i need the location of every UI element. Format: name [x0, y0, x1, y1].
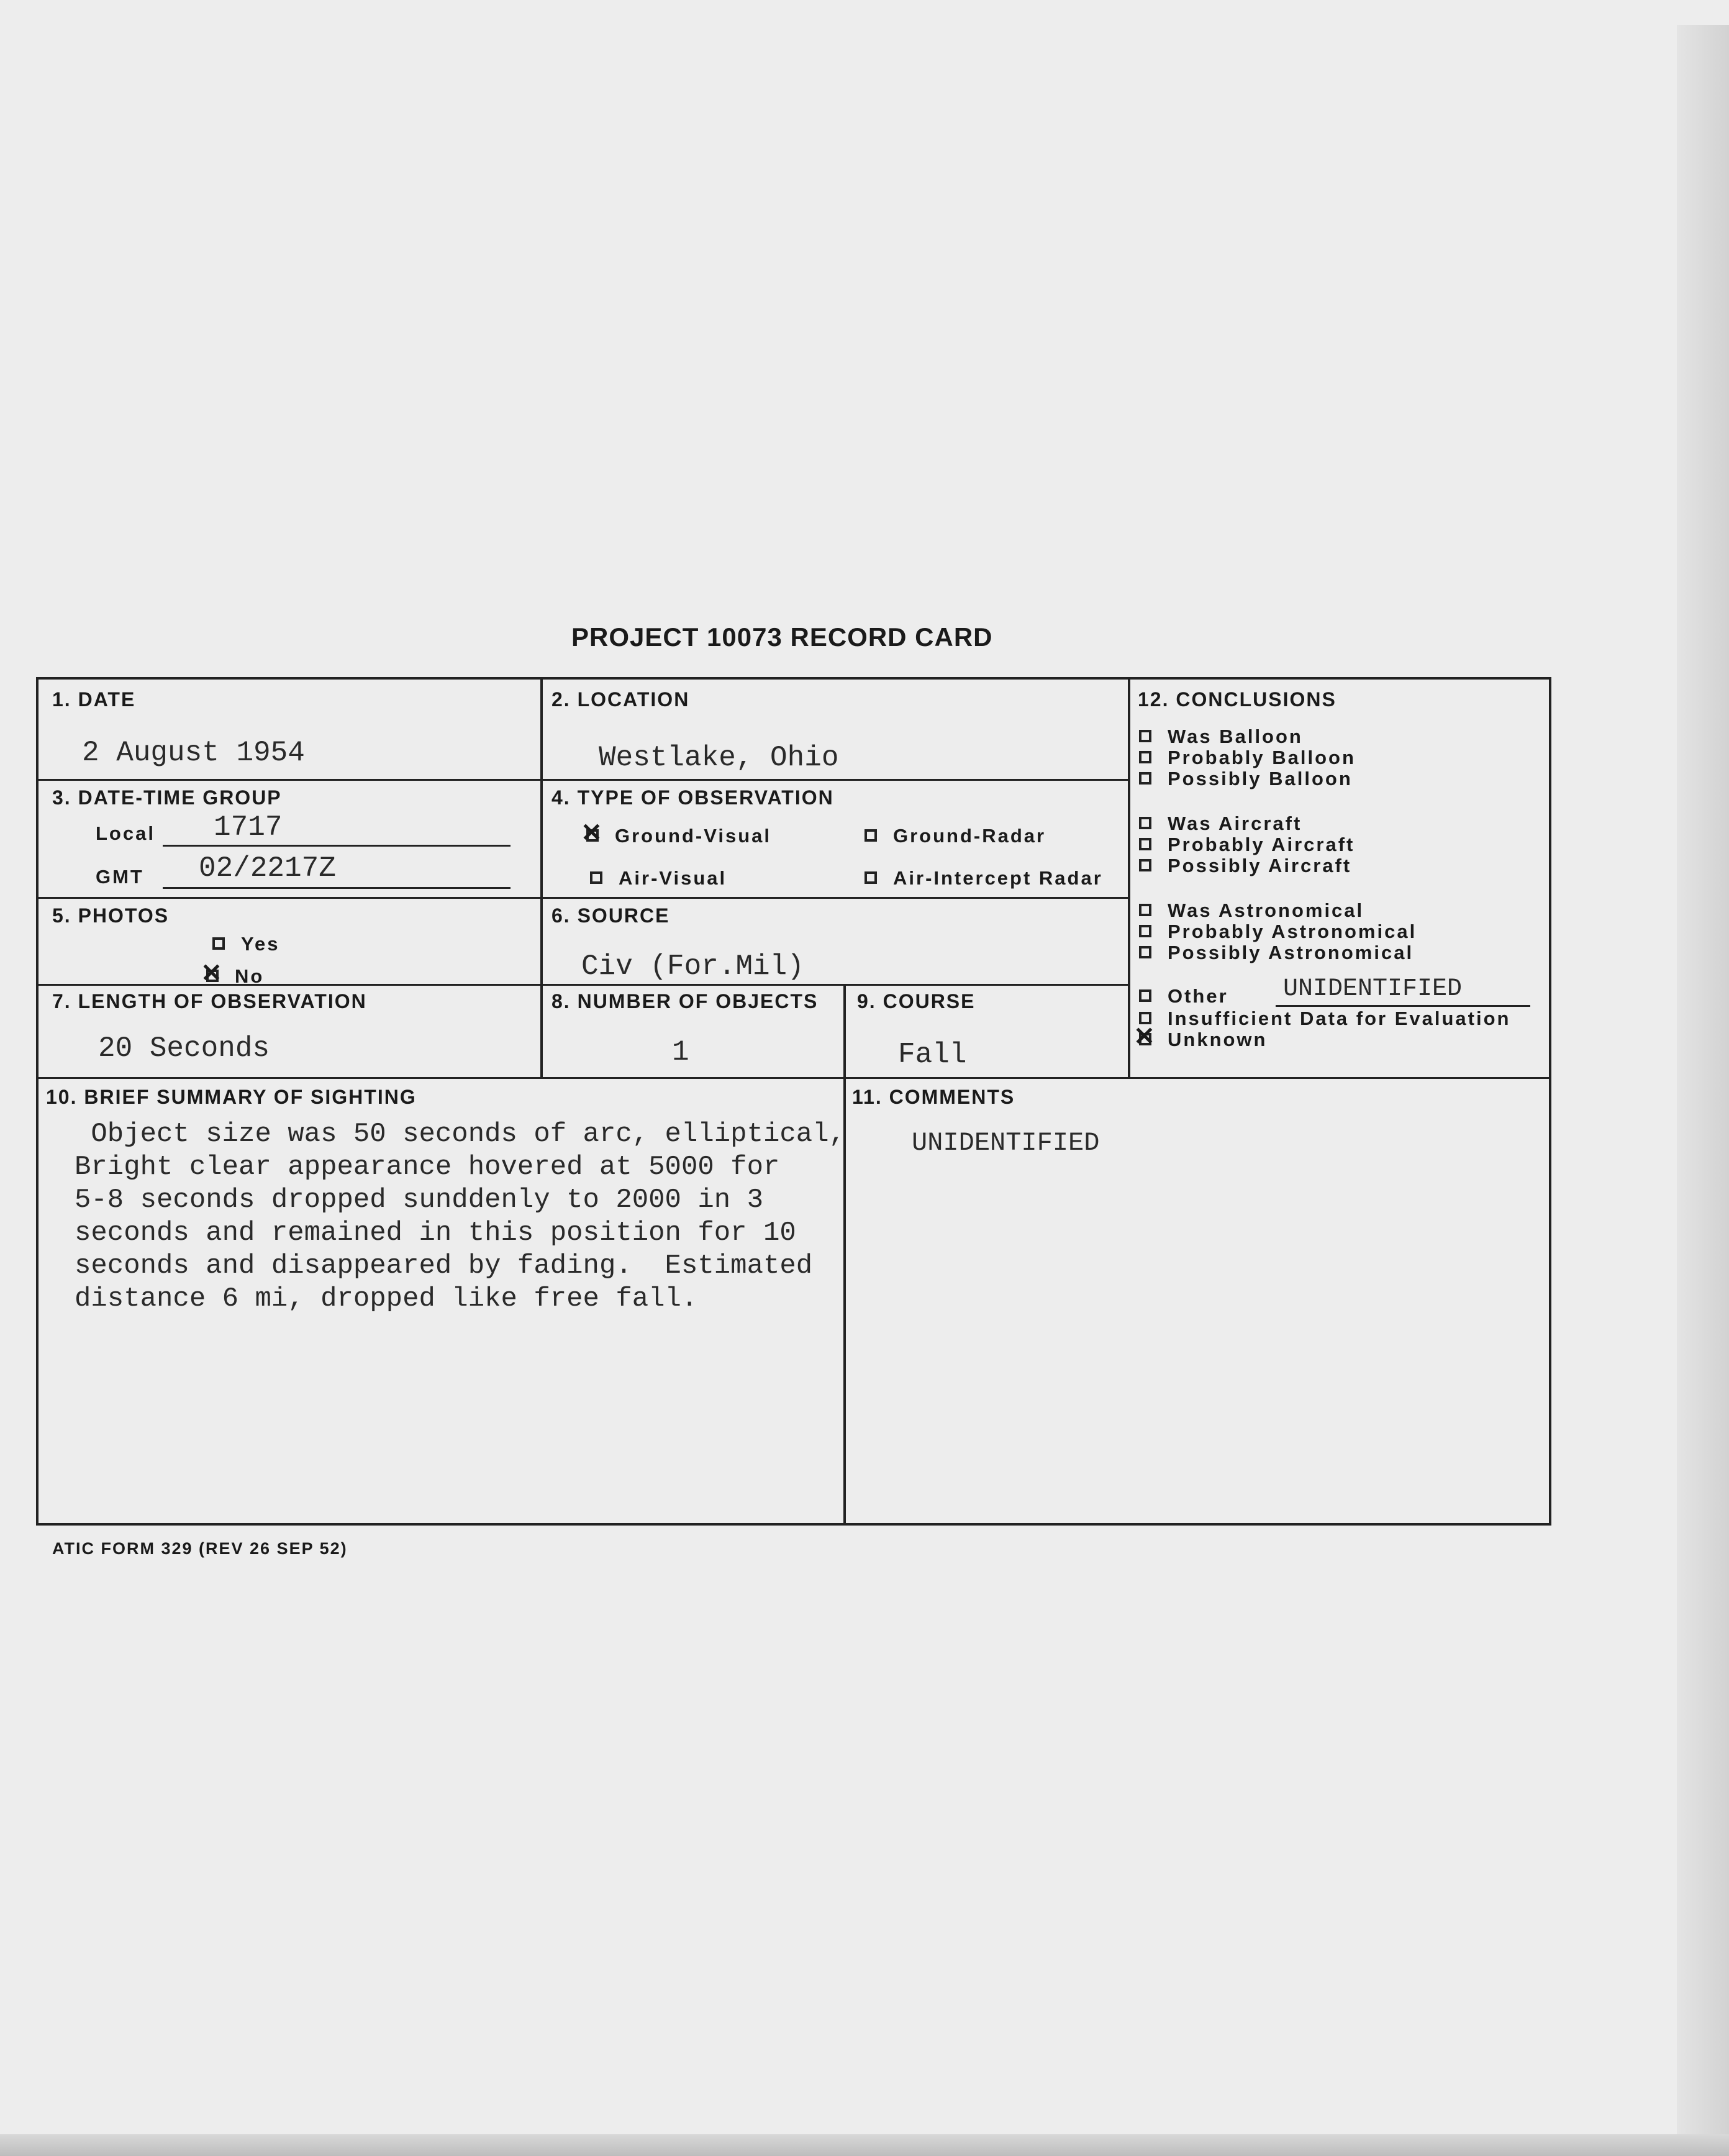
checkbox-icon: [590, 871, 602, 884]
summary-label: 10. BRIEF SUMMARY OF SIGHTING: [46, 1086, 417, 1108]
divider-v1: [540, 680, 543, 1077]
conclusion-possibly-balloon: Possibly Balloon: [1139, 768, 1353, 790]
checkbox-icon: [1139, 859, 1151, 871]
source-label: 6. SOURCE: [551, 904, 670, 927]
conclusions-label: 12. CONCLUSIONS: [1138, 688, 1336, 711]
conclusion-was-astronomical: Was Astronomical: [1139, 899, 1364, 922]
conclusion-probably-astronomical: Probably Astronomical: [1139, 921, 1417, 943]
conclusion-other-value: UNIDENTIFIED: [1283, 975, 1463, 1003]
checkbox-icon: [864, 829, 877, 842]
length-of-observation-label: 7. LENGTH OF OBSERVATION: [52, 990, 367, 1012]
photos-yes: Yes: [212, 933, 279, 955]
source-value: Civ (For.Mil): [581, 950, 804, 983]
type-of-observation-label: 4. TYPE OF OBSERVATION: [551, 786, 834, 809]
divider-h2: [39, 897, 1129, 899]
obs-air-visual: Air-Visual: [590, 867, 727, 889]
checkbox-icon: [1139, 772, 1151, 785]
obs-ground-visual: ×Ground-Visual: [586, 825, 771, 847]
page-edge-shadow-right: [1677, 25, 1729, 2149]
checkbox-icon: [1139, 730, 1151, 742]
local-label: Local: [96, 822, 155, 844]
length-of-observation-value: 20 Seconds: [98, 1032, 270, 1065]
location-value: Westlake, Ohio: [599, 742, 839, 774]
conclusion-was-aircraft: Was Aircraft: [1139, 812, 1302, 835]
gmt-underline: [163, 887, 511, 889]
checkbox-icon: [1139, 751, 1151, 763]
photos-label: 5. PHOTOS: [52, 904, 170, 927]
local-value: 1717: [214, 811, 283, 844]
comments-value: UNIDENTIFIED: [912, 1128, 1100, 1158]
gmt-label: GMT: [96, 866, 144, 888]
date-time-group-label: 3. DATE-TIME GROUP: [52, 786, 282, 809]
obs-ground-radar: Ground-Radar: [864, 825, 1046, 847]
checkbox-icon: [864, 871, 877, 884]
comments-label: 11. COMMENTS: [852, 1086, 1015, 1108]
checkbox-icon: [1139, 904, 1151, 916]
date-value: 2 August 1954: [82, 737, 305, 769]
checkbox-checked-icon: [1139, 1033, 1151, 1045]
checkbox-icon: [1139, 946, 1151, 958]
divider-v2: [1128, 680, 1130, 1077]
checkbox-icon: [1139, 925, 1151, 937]
conclusion-probably-aircraft: Probably Aircraft: [1139, 834, 1355, 856]
photos-no: ×No: [206, 965, 264, 988]
location-label: 2. LOCATION: [551, 688, 690, 711]
course-value: Fall: [898, 1039, 967, 1071]
conclusion-unknown: ×Unknown: [1139, 1029, 1268, 1051]
checkbox-icon: [1139, 989, 1151, 1002]
other-underline: [1276, 1005, 1530, 1007]
local-underline: [163, 845, 511, 847]
conclusion-was-balloon: Was Balloon: [1139, 725, 1303, 748]
divider-h1: [39, 779, 1129, 781]
conclusion-probably-balloon: Probably Balloon: [1139, 747, 1356, 769]
conclusion-possibly-aircraft: Possibly Aircraft: [1139, 855, 1351, 877]
divider-v4: [843, 984, 846, 1078]
form-footer: ATIC FORM 329 (REV 26 SEP 52): [52, 1539, 348, 1558]
number-of-objects-value: 1: [672, 1036, 689, 1068]
checkbox-icon: [1139, 817, 1151, 829]
conclusion-insufficient-data: Insufficient Data for Evaluation: [1139, 1007, 1510, 1030]
checkbox-checked-icon: [206, 970, 219, 982]
card-title: PROJECT 10073 RECORD CARD: [571, 622, 993, 652]
summary-text: Object size was 50 seconds of arc, elliptical, Bright clear appearance hovered at 5000 for 5-8 seconds dropped sunddenly to 2000 in 3 seconds and remained in this position for 10 seconds and disappeared by fading. Estimated distance 6 mi, dropped like free fall.: [75, 1119, 846, 1314]
checkbox-checked-icon: [586, 829, 599, 842]
number-of-objects-label: 8. NUMBER OF OBJECTS: [551, 990, 819, 1012]
obs-air-intercept-radar: Air-Intercept Radar: [864, 867, 1103, 889]
conclusion-possibly-astronomical: Possibly Astronomical: [1139, 942, 1414, 964]
gmt-value: 02/2217Z: [199, 852, 336, 885]
checkbox-icon: [1139, 838, 1151, 850]
course-label: 9. COURSE: [857, 990, 976, 1012]
page-edge-shadow-bottom: [0, 2134, 1729, 2156]
date-label: 1. DATE: [52, 688, 136, 711]
divider-h4: [39, 1077, 1549, 1079]
conclusion-other: Other: [1139, 985, 1228, 1007]
record-card: [36, 677, 1551, 1526]
checkbox-icon: [212, 937, 225, 950]
